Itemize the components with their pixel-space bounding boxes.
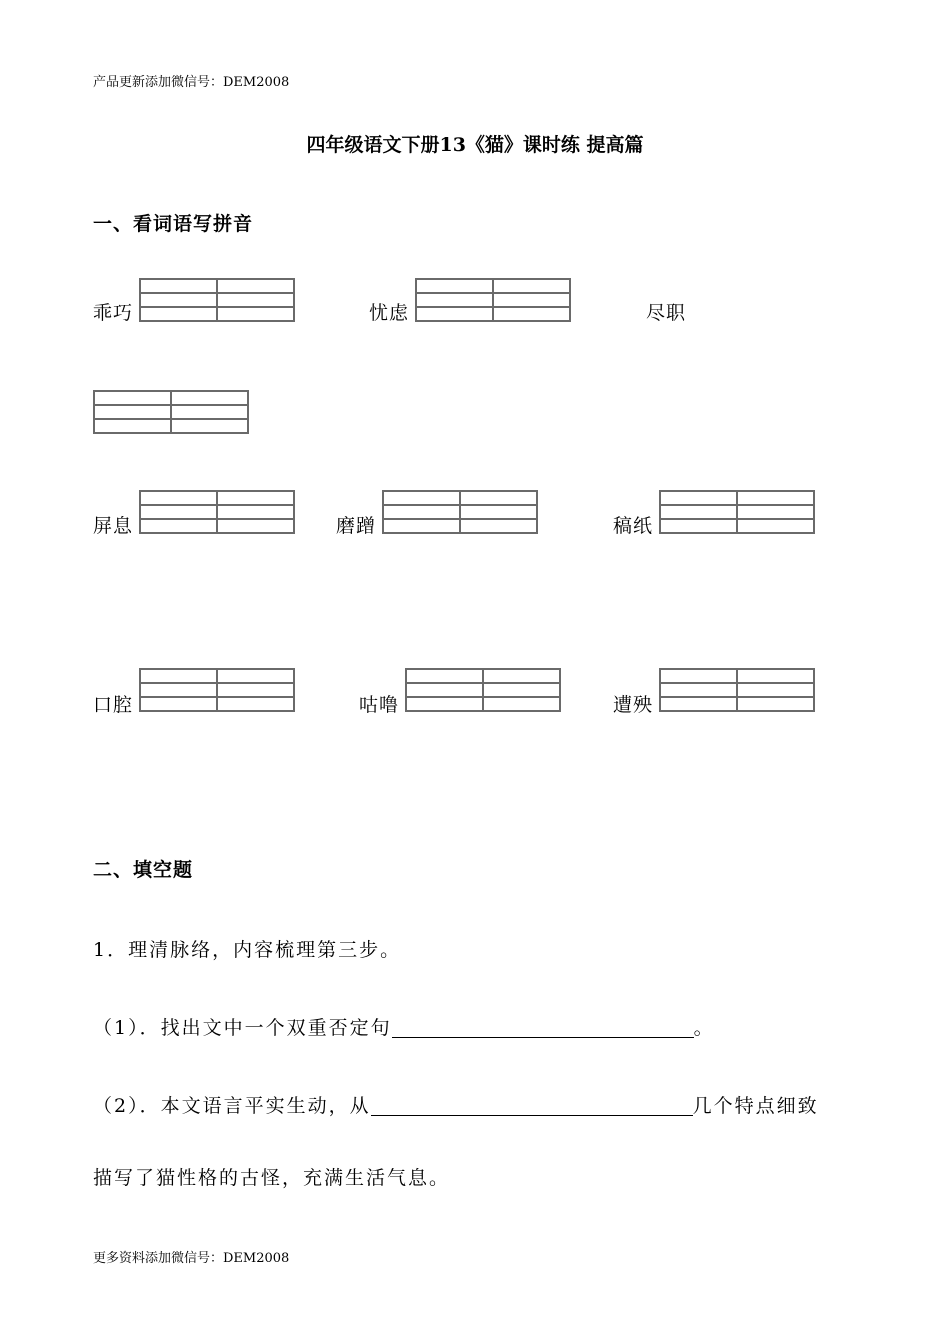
sub-question-1-prefix: （1）．找出文中一个双重否定句 xyxy=(93,1017,392,1039)
word-7: 口腔 xyxy=(93,694,134,716)
header-note: 产品更新添加微信号：DEM2008 xyxy=(93,75,290,90)
sub-question-2-continuation: 描写了猫性格的古怪，充满生活气息。 xyxy=(93,1167,451,1189)
pinyin-box-2[interactable] xyxy=(415,278,571,322)
pinyin-box-7[interactable] xyxy=(139,668,295,712)
sub-question-1-suffix: 。 xyxy=(693,1017,715,1039)
word-8: 咕噜 xyxy=(359,694,400,716)
word-6: 稿纸 xyxy=(613,515,654,537)
sub-question-1 xyxy=(93,1013,715,1040)
pinyin-box-9[interactable] xyxy=(659,668,815,712)
sub-question-2-suffix: 几个特点细致 xyxy=(692,1095,819,1117)
word-5: 磨蹭 xyxy=(336,515,377,537)
pinyin-box-6[interactable] xyxy=(659,490,815,534)
pinyin-box-8[interactable] xyxy=(405,668,561,712)
word-3: 尽职 xyxy=(646,302,687,324)
footer-note: 更多资料添加微信号：DEM2008 xyxy=(93,1251,290,1266)
word-1: 乖巧 xyxy=(93,302,134,324)
section-2-heading: 二、填空题 xyxy=(93,859,194,881)
answer-blank-1[interactable] xyxy=(392,1017,694,1038)
answer-blank-2[interactable] xyxy=(371,1095,693,1116)
word-4: 屏息 xyxy=(93,515,134,537)
sub-question-2 xyxy=(93,1091,819,1118)
question-1: 1．理清脉络，内容梳理第三步。 xyxy=(93,939,402,961)
sub-question-2-prefix: （2）．本文语言平实生动，从 xyxy=(93,1095,371,1117)
pinyin-box-3[interactable] xyxy=(93,390,249,434)
pinyin-box-5[interactable] xyxy=(382,490,538,534)
section-1-heading: 一、看词语写拼音 xyxy=(93,213,254,235)
word-2: 忧虑 xyxy=(369,302,410,324)
pinyin-box-4[interactable] xyxy=(139,490,295,534)
pinyin-box-1[interactable] xyxy=(139,278,295,322)
word-9: 遭殃 xyxy=(613,694,654,716)
page-title: 四年级语文下册13《猫》课时练 提高篇 xyxy=(306,134,644,156)
